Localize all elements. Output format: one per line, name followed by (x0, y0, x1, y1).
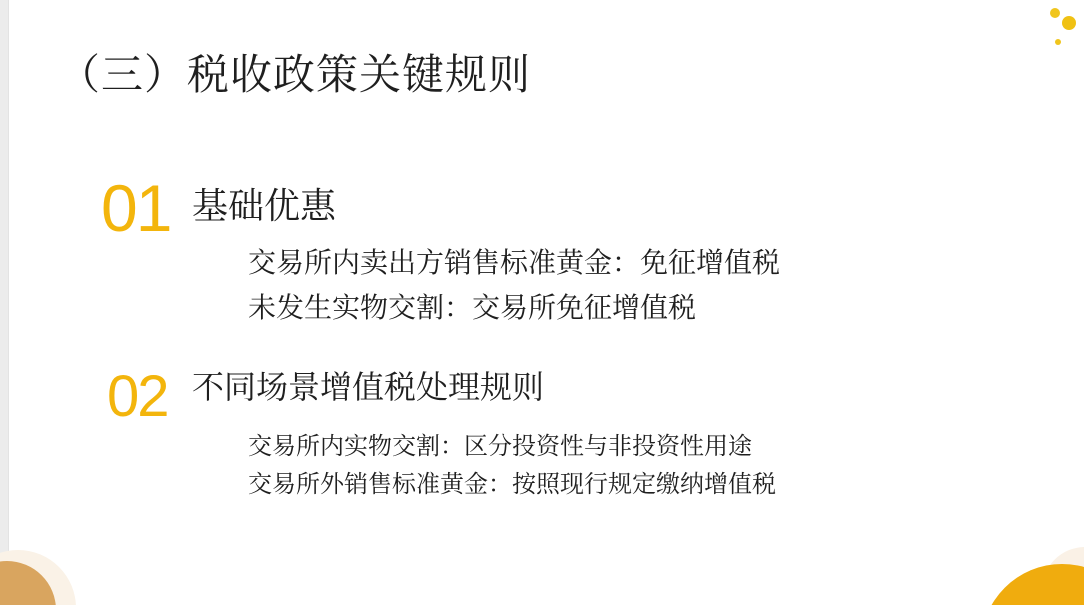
section-body-01 (248, 240, 780, 330)
slide-title: （三）税收政策关键规则 (58, 51, 532, 98)
section-number-02: 02 (107, 364, 168, 429)
decor-dot-tiny-icon (1055, 39, 1061, 45)
decor-gold-circle-bottom-right (981, 564, 1084, 605)
section-number-01: 01 (101, 171, 171, 245)
section-heading-02: 不同场景增值税处理规则 (192, 369, 545, 405)
section-body-02 (248, 428, 776, 504)
body-line: 交易所内卖出方销售标准黄金：免征增值税 (248, 247, 781, 278)
section-heading-01: 基础优惠 (192, 185, 337, 226)
left-edge-bar (0, 0, 9, 605)
body-line: 未发生实物交割：交易所免征增值税 (248, 292, 697, 323)
decor-dot-small-icon (1050, 8, 1060, 18)
body-line: 交易所内实物交割：区分投资性与非投资性用途 (248, 433, 752, 460)
decor-dot-large-icon (1062, 16, 1076, 30)
body-line: 交易所外销售标准黄金：按照现行规定缴纳增值税 (248, 471, 776, 498)
